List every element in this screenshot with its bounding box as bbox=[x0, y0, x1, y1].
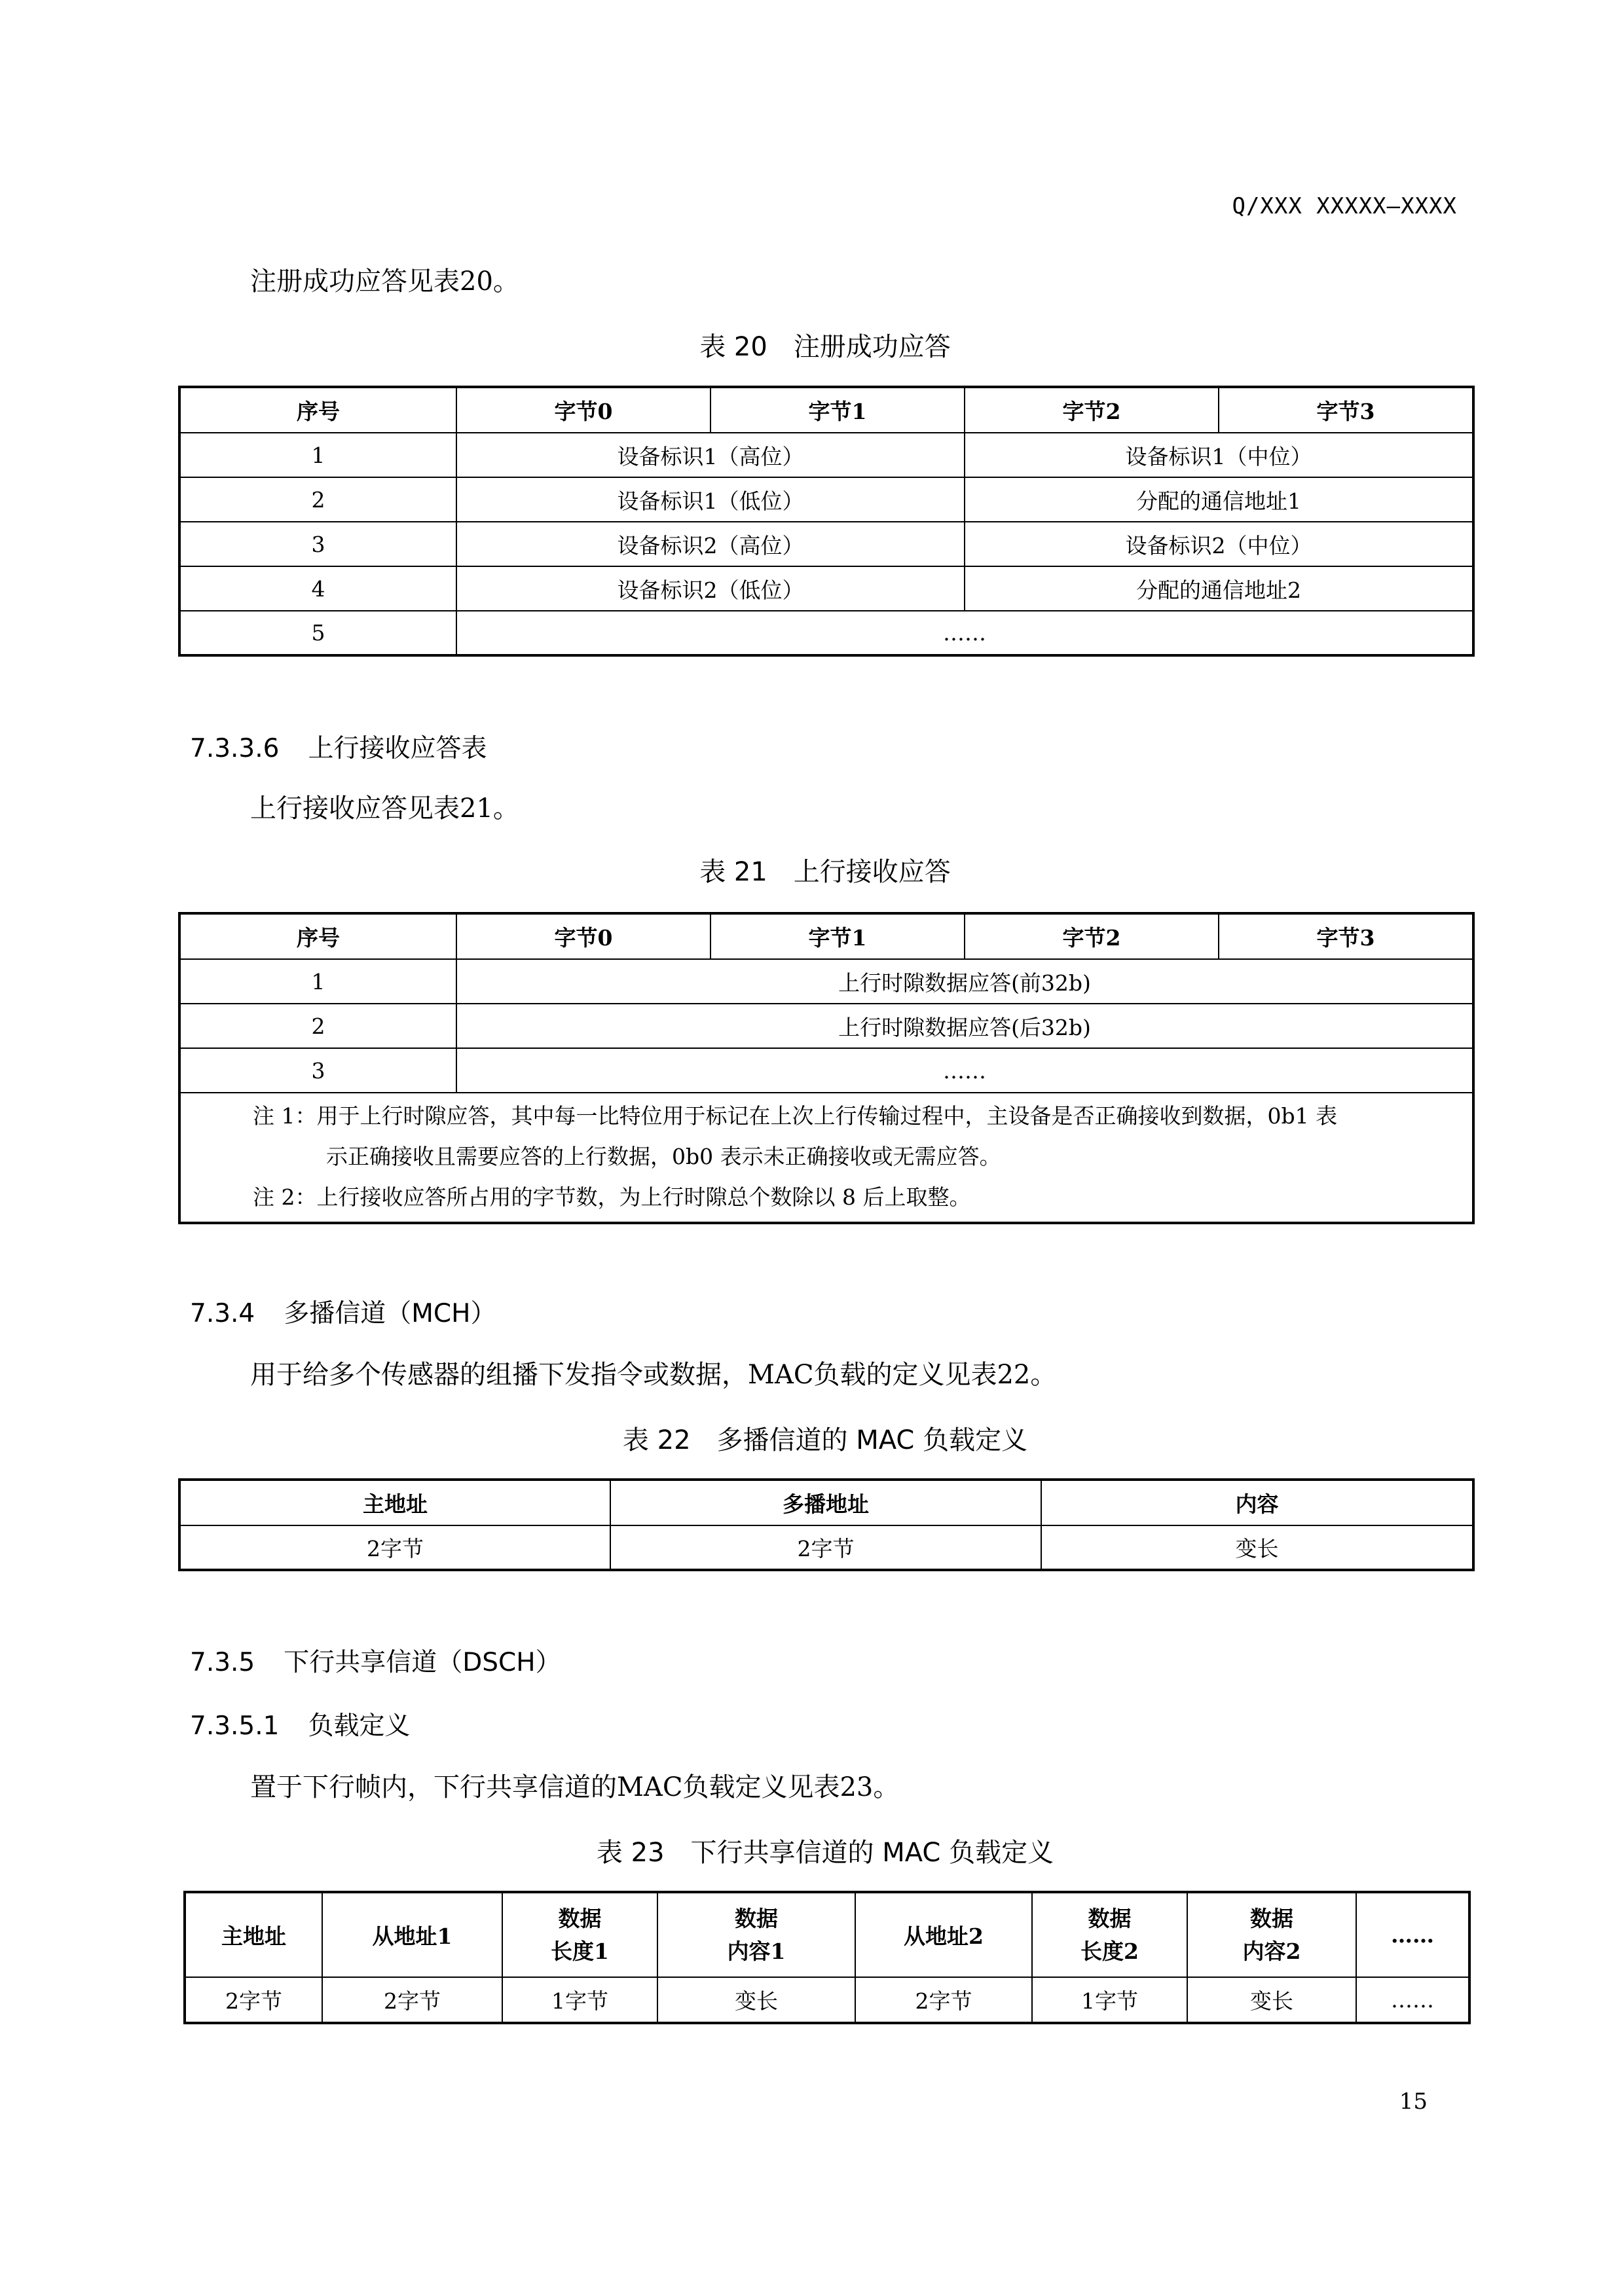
table-cell: …… bbox=[1356, 1977, 1469, 2023]
table-cell: 变长 bbox=[1041, 1525, 1473, 1570]
table20-number: 表 20 bbox=[699, 332, 767, 362]
table23-header-data-length1 bbox=[502, 1892, 657, 1977]
table-row bbox=[179, 1004, 1473, 1048]
table20-header-seq: 序号 bbox=[179, 387, 456, 433]
intro-table20: 注册成功应答见表20。 bbox=[250, 266, 519, 297]
table-cell: 2字节 bbox=[610, 1525, 1041, 1570]
table-cell: 分配的通信地址2 bbox=[965, 566, 1473, 611]
table22-header-main-address: 主地址 bbox=[179, 1480, 610, 1525]
table-cell: 设备标识1（高位） bbox=[456, 433, 965, 477]
table23-header-data-content1 bbox=[657, 1892, 855, 1977]
header-line: 长度1 bbox=[551, 1938, 609, 1964]
table23-header-ellipsis: …… bbox=[1356, 1892, 1469, 1977]
table-cell: 变长 bbox=[657, 1977, 855, 2023]
section-title: 负载定义 bbox=[308, 1711, 411, 1741]
header-line: 数据 bbox=[558, 1905, 602, 1931]
table-cell: 上行时隙数据应答(前32b) bbox=[456, 959, 1473, 1004]
table-cell: …… bbox=[456, 611, 1473, 655]
standard-code: Q/XXX XXXXX—XXXX bbox=[1232, 193, 1457, 219]
table23-header-data-length2 bbox=[1032, 1892, 1187, 1977]
section-number: 7.3.5 bbox=[190, 1648, 255, 1677]
table-cell: 1字节 bbox=[502, 1977, 657, 2023]
section-heading-735 bbox=[190, 1642, 561, 1679]
table-cell: 设备标识1（中位） bbox=[965, 433, 1473, 477]
table-cell: 2 bbox=[179, 1004, 456, 1048]
table-row bbox=[179, 1525, 1473, 1570]
table23-header-main-address: 主地址 bbox=[185, 1892, 322, 1977]
table21-header-byte3: 字节3 bbox=[1219, 913, 1473, 959]
table-row bbox=[179, 959, 1473, 1004]
table23-header-slave-address1: 从地址1 bbox=[322, 1892, 502, 1977]
table-cell: 设备标识2（低位） bbox=[456, 566, 965, 611]
table-cell: 1 bbox=[179, 433, 456, 477]
table21-header-seq: 序号 bbox=[179, 913, 456, 959]
table22-header-multicast-address: 多播地址 bbox=[610, 1480, 1041, 1525]
table22-title: 多播信道的 MAC 负载定义 bbox=[716, 1425, 1028, 1455]
header-line: 数据 bbox=[1088, 1905, 1132, 1931]
table21-caption bbox=[178, 851, 1472, 888]
header-line: 长度2 bbox=[1080, 1938, 1139, 1964]
table-cell: 3 bbox=[179, 1048, 456, 1093]
table-note-row bbox=[179, 1093, 1473, 1223]
table-cell: 3 bbox=[179, 522, 456, 566]
table20-title: 注册成功应答 bbox=[793, 332, 951, 362]
table21-note2: 注 2：上行接收应答所占用的字节数，为上行时隙总个数除以 8 后上取整。 bbox=[253, 1184, 971, 1210]
table-row bbox=[185, 1977, 1469, 2023]
section-number: 7.3.3.6 bbox=[190, 734, 280, 763]
section-heading-7336 bbox=[190, 728, 487, 765]
table22-number: 表 22 bbox=[622, 1425, 691, 1455]
table-cell: …… bbox=[456, 1048, 1473, 1093]
section-title: 上行接收应答表 bbox=[308, 734, 487, 763]
table-cell: 1字节 bbox=[1032, 1977, 1187, 2023]
intro-table22: 用于给多个传感器的组播下发指令或数据，MAC负载的定义见表22。 bbox=[250, 1360, 1057, 1390]
section-number: 7.3.4 bbox=[190, 1299, 255, 1328]
table-cell: 1 bbox=[179, 959, 456, 1004]
table20-header-byte2: 字节2 bbox=[965, 387, 1219, 433]
section-title: 下行共享信道（DSCH） bbox=[284, 1648, 561, 1677]
table-cell: 2 bbox=[179, 477, 456, 522]
table22-caption bbox=[178, 1419, 1472, 1457]
table-row bbox=[179, 477, 1473, 522]
table-cell: 分配的通信地址1 bbox=[965, 477, 1473, 522]
table21 bbox=[178, 912, 1475, 1224]
table21-title: 上行接收应答 bbox=[793, 857, 951, 887]
table21-notes bbox=[179, 1093, 1473, 1223]
intro-table21: 上行接收应答见表21。 bbox=[250, 793, 519, 824]
table-cell: 5 bbox=[179, 611, 456, 655]
table22-header-content: 内容 bbox=[1041, 1480, 1473, 1525]
table21-header-byte1: 字节1 bbox=[710, 913, 965, 959]
table-row bbox=[179, 522, 1473, 566]
table-cell: 2字节 bbox=[185, 1977, 322, 2023]
section-number: 7.3.5.1 bbox=[190, 1711, 280, 1741]
table-row bbox=[179, 433, 1473, 477]
table23-header-slave-address2: 从地址2 bbox=[855, 1892, 1032, 1977]
table-row bbox=[179, 1048, 1473, 1093]
table20-caption bbox=[178, 326, 1472, 363]
header-line: 内容1 bbox=[727, 1938, 786, 1964]
header-line: 内容2 bbox=[1242, 1938, 1301, 1964]
table-cell: 设备标识1（低位） bbox=[456, 477, 965, 522]
table20-header-byte0: 字节0 bbox=[456, 387, 710, 433]
table-row bbox=[179, 611, 1473, 655]
table21-number: 表 21 bbox=[699, 857, 767, 887]
table22 bbox=[178, 1478, 1475, 1571]
table23-header-data-content2 bbox=[1187, 1892, 1356, 1977]
table-row bbox=[179, 566, 1473, 611]
table-cell: 上行时隙数据应答(后32b) bbox=[456, 1004, 1473, 1048]
section-heading-734 bbox=[190, 1293, 496, 1330]
table23-caption bbox=[178, 1832, 1472, 1869]
table20-header-byte1: 字节1 bbox=[710, 387, 965, 433]
table21-header-byte0: 字节0 bbox=[456, 913, 710, 959]
header-line: 数据 bbox=[1250, 1905, 1293, 1931]
table21-header-byte2: 字节2 bbox=[965, 913, 1219, 959]
table-cell: 2字节 bbox=[855, 1977, 1032, 2023]
table-cell: 设备标识2（中位） bbox=[965, 522, 1473, 566]
table-cell: 4 bbox=[179, 566, 456, 611]
table-cell: 变长 bbox=[1187, 1977, 1356, 2023]
section-heading-7351 bbox=[190, 1705, 410, 1742]
page-number: 15 bbox=[1399, 2088, 1428, 2115]
table23-number: 表 23 bbox=[596, 1838, 665, 1868]
table21-note1-line1: 注 1：用于上行时隙应答，其中每一比特位用于标记在上次上行传输过程中，主设备是否正确接收到数据，0b1 表 bbox=[253, 1103, 1338, 1129]
table-cell: 设备标识2（高位） bbox=[456, 522, 965, 566]
intro-table23: 置于下行帧内，下行共享信道的MAC负载定义见表23。 bbox=[250, 1772, 900, 1802]
section-title: 多播信道（MCH） bbox=[284, 1299, 496, 1328]
header-line: 数据 bbox=[735, 1905, 778, 1931]
table20-header-byte3: 字节3 bbox=[1219, 387, 1473, 433]
table21-note1-line2: 示正确接收且需要应答的上行数据，0b0 表示未正确接收或无需应答。 bbox=[326, 1144, 1001, 1169]
table20 bbox=[178, 386, 1475, 657]
table-cell: 2字节 bbox=[179, 1525, 610, 1570]
table23 bbox=[183, 1891, 1471, 2024]
table-cell: 2字节 bbox=[322, 1977, 502, 2023]
table23-title: 下行共享信道的 MAC 负载定义 bbox=[690, 1838, 1054, 1868]
